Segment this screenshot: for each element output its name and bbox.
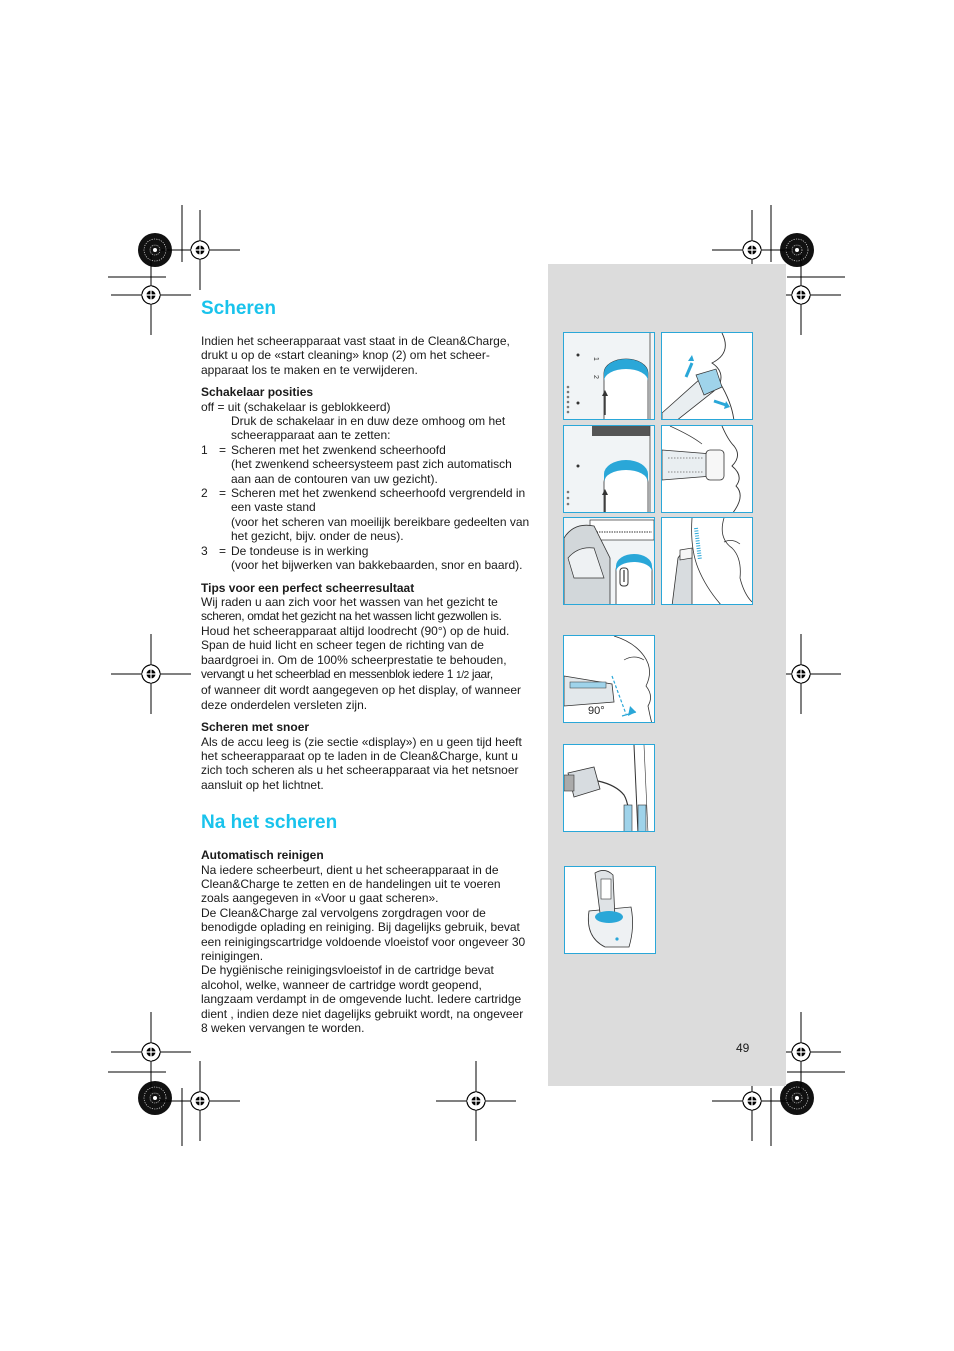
auto-paragraph: De hygiënische reinigingsvloeistof in de cartridge bevat alcohol, welke, wanneer de cartridge wordt geopend, langzaam verdampt in de omgevende lucht. Iedere cartridge dient , indien deze niet dagelijks gebruikt wordt, na ongeveer 8 weken vervangen te worden.	[201, 963, 524, 1036]
equals-sign: =	[219, 486, 227, 501]
fraction: 1/2	[456, 669, 469, 681]
tips-line: of wanneer dit wordt aangegeven op het display, of wanneer deze onderdelen versleten zijn.	[201, 683, 521, 712]
clean-charge-station-icon	[564, 866, 656, 954]
switch-mark: 1	[592, 357, 599, 361]
position-text: De tondeuse is in werking	[231, 543, 369, 558]
tips-line	[201, 667, 531, 683]
position-key: 2	[201, 486, 208, 501]
switch-mark: 2	[592, 375, 599, 379]
text-column	[201, 298, 531, 1035]
tips-line: Wij raden u aan zich voor het wassen van het gezicht te	[201, 594, 498, 609]
position-text: Scheren met het zwenkend scheerhoofd	[231, 442, 446, 457]
intro-paragraph: Indien het scheerapparaat vast staat in de Clean&Charge, drukt u op de «start cleaning» knop (2) om het scheer-apparaat los te maken en te verwijderen.	[201, 334, 510, 377]
position-note: (voor het scheren van moeilijk bereikbare gedeelten van het gezicht, bijv. onder de neus).	[231, 514, 530, 544]
cord-paragraph: Als de accu leeg is (zie sectie «display») en u geen tijd heeft het scheerapparaat op te laden in de Clean&Charge, kunt u zich toch scheren als u het scheerapparaat via het netsnoer aansluit op het lichtnet.	[201, 734, 522, 792]
auto-heading: Automatisch reinigen	[201, 848, 324, 863]
position-2	[201, 486, 531, 544]
trimmer-switch-icon	[563, 517, 655, 605]
shaving-angle-icon	[563, 635, 655, 723]
position-1	[201, 443, 531, 486]
switch-position-1-icon	[563, 332, 655, 420]
tips-line: scheren, omdat het gezicht na het wassen licht gezwollen is.	[201, 609, 502, 624]
tips-text: jaar,	[471, 666, 493, 681]
position-3	[201, 544, 531, 573]
equals-sign: =	[219, 543, 227, 558]
auto-paragraph: Na iedere scheerbeurt, dient u het scheerapparaat in de Clean&Charge te zetten en de handelingen uit te voeren zoals aangegeven in «Voor u gaat scheren».	[201, 862, 501, 906]
position-text: Scheren met het zwenkend scheerhoofd vergrendeld in een vaste stand	[231, 486, 526, 515]
trimmer-sideburn-icon	[661, 517, 753, 605]
section-title-na-het-scheren: Na het scheren	[201, 812, 338, 834]
section-title-scheren: Scheren	[201, 298, 276, 319]
off-description: Druk de schakelaar in en duw deze omhoog om het scheerapparaat aan te zetten:	[231, 414, 506, 443]
tips-text: vervangt u het scheerblad en messenblok iedere 1	[201, 666, 454, 681]
cord-heading: Scheren met snoer	[201, 720, 310, 735]
switch-position-2-icon	[563, 425, 655, 513]
position-key: 1	[201, 442, 208, 457]
locked-head-icon	[661, 425, 753, 513]
auto-paragraph: De Clean&Charge zal vervolgens zorgdragen voor de benodigde oplading en reiniging. Bij dagelijks gebruik, bevat een reinigingscartridge voldoende vloeistof voor ongeveer 30 reinigingen.	[201, 905, 526, 964]
position-note: (voor het bijwerken van bakkebaarden, snor en baard).	[231, 558, 523, 573]
switch-heading: Schakelaar posities	[201, 385, 314, 400]
tips-line: Houd het scheerapparaat altijd loodrecht (90°) op de huid. Span de huid licht en scheer tegen de richting van de baardgroei in. Om de 100% scheerprestatie te behouden,	[201, 623, 510, 667]
page-number: 49	[736, 1041, 750, 1055]
position-key: 3	[201, 543, 208, 558]
angle-label: 90°	[588, 705, 605, 717]
pivot-head-icon	[661, 332, 753, 420]
power-cord-icon	[563, 744, 655, 832]
position-note: (het zwenkend scheersysteem past zich automatisch aan aan de contouren van uw gezicht).	[231, 457, 512, 486]
equals-sign: =	[219, 442, 227, 457]
tips-heading: Tips voor een perfect scheerresultaat	[201, 580, 415, 595]
off-line: off = uit (schakelaar is geblokkeerd)	[201, 399, 391, 414]
